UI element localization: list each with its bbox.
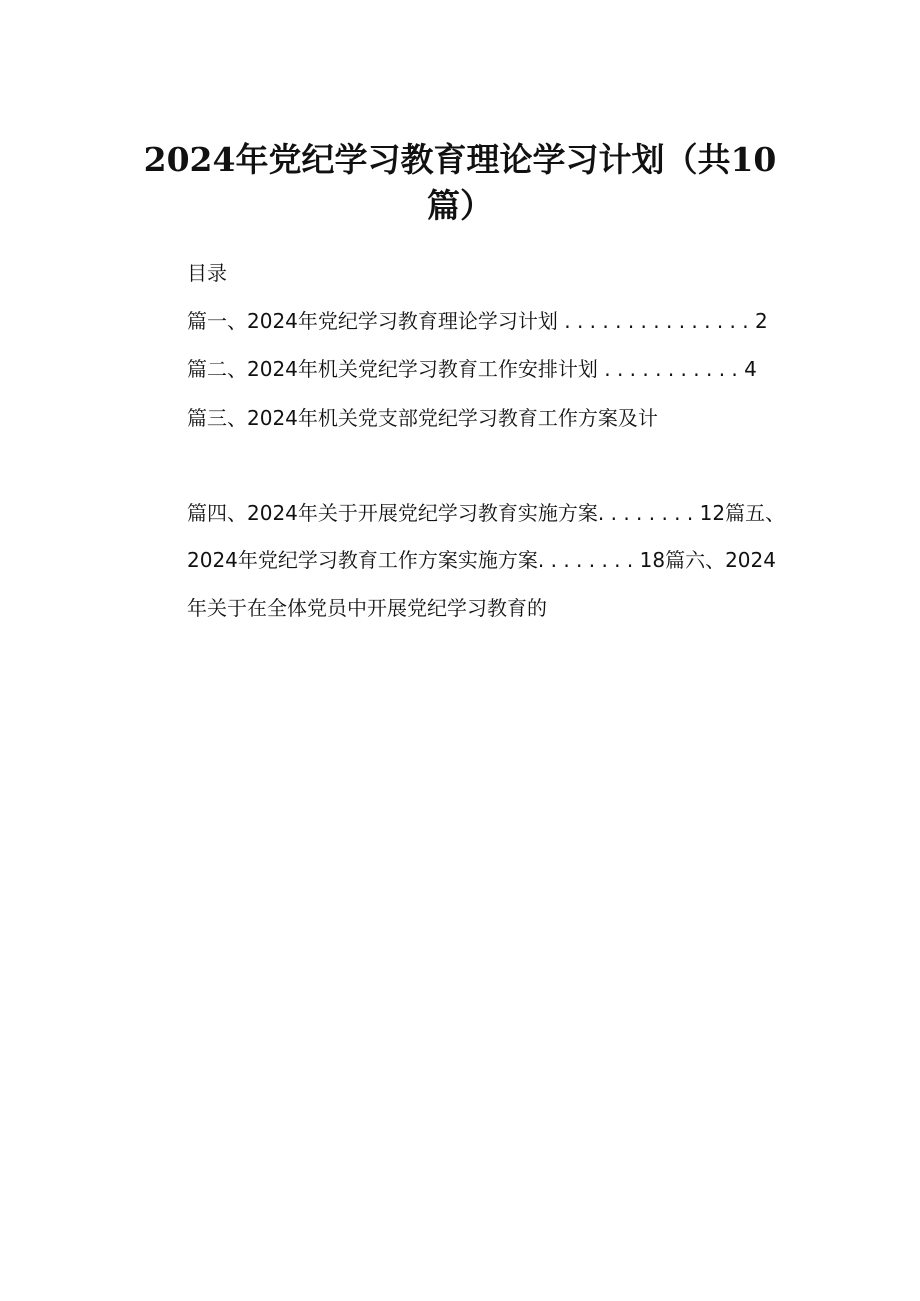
- document-title-line-1: 2024年党纪学习教育理论学习计划（共10: [143, 140, 777, 179]
- toc-entry-6: 年关于在全体党员中开展党纪学习教育的: [187, 596, 547, 620]
- toc-entry-1: 篇一、2024年党纪学习教育理论学习计划 . . . . . . . . . . . . . . . 2: [187, 309, 768, 333]
- toc-heading: 目录: [187, 261, 227, 285]
- toc-entry-3: 篇三、2024年机关党支部党纪学习教育工作方案及计: [187, 406, 658, 430]
- toc-entry-2: 篇二、2024年机关党纪学习教育工作安排计划 . . . . . . . . . . . 4: [187, 357, 757, 381]
- document-title-line-2: 篇）: [427, 186, 493, 225]
- toc-entry-5: 2024年党纪学习教育工作方案实施方案. . . . . . . . 18篇六、2024: [187, 548, 776, 572]
- toc-entry-4: 篇四、2024年关于开展党纪学习教育实施方案. . . . . . . . 12篇五、: [187, 501, 786, 525]
